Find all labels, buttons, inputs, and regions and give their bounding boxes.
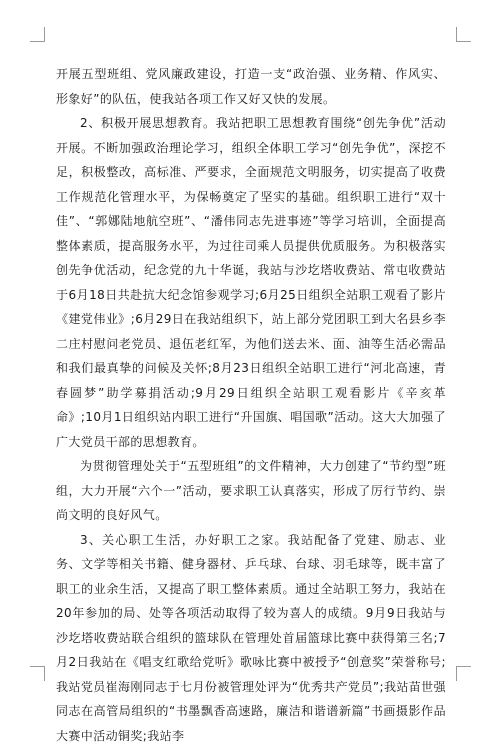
paragraph-ideological-education: 2、积极开展思想教育。我站把职工思想教育围绕“创先争优”活动开展。不断加强政治理论学习，组织全体职工学习“创先争优”，深挖不足，积极整改，高标准、严要求，全面规范文明服务，切实提高了收费工作规范化管理水平，为保畅奠定了坚实的基础。组织职工进行“双十佳”、“郭娜陆地航空班”、“潘伟同志先进事迹”等学习培训，全面提高整体素质，提高服务水平，为过往司乘人员提供优质服务。为积极落实创先争优活动，纪念党的九十华诞，我站与沙圪塔收费站、常屯收费站于6月18日共赴抗大纪念馆参观学习;6月25日组织全站职工观看了影片《建党伟业》;6月29日在我站组织下，站上部分党团职工到大名县乡李二庄村慰问老党员、退伍老红军，为他们送去米、面、油等生活必需品和我们最真挚的问候及关怀;8月23日组织全站职工进行“河北高速，青春圆梦”助学募捐活动;9月29日组织全站职工观看影片《辛亥革命》;10月1日组织站内职工进行“升国旗、唱国歌”活动。这大大加强了广大党员干部的思想教育。	[56, 111, 446, 454]
crop-mark-top-left	[30, 27, 45, 42]
document-body	[56, 62, 446, 748]
crop-mark-bottom-right	[456, 666, 471, 681]
paragraph-staff-life: 3、关心职工生活，办好职工之家。我站配备了党建、励志、业务、文学等相关书籍、健身器材、乒乓球、台球、羽毛球等，既丰富了职工的业余生活，又提高了职工整体素质。通过全站职工努力，我站在20年参加的局、处等各项活动取得了较为喜人的成绩。9月9日我站与沙圪塔收费站联合组织的篮球队在管理处首届篮球比赛中获得第三名;7月2日我站在《唱支红歌给党听》歌咏比赛中被授予“创意奖”荣誉称号;我站党员崔海刚同志于七月份被管理处评为“优秀共产党员”;我站苗世强同志在高管局组织的“书墨飘香高速路，廉洁和谐谱新篇”书画摄影作品大赛中活动铜奖;我站李	[56, 528, 446, 748]
crop-mark-top-right	[456, 27, 471, 42]
paragraph-continuation: 开展五型班组、党风廉政建设，打造一支“政治强、业务精、作风实、形象好”的队伍，使我站各项工作又好又快的发展。	[56, 62, 446, 111]
paragraph-five-type-team: 为贯彻管理处关于“五型班组”的文件精神，大力创建了“节约型”班组，大力开展“六个一”活动，要求职工认真落实，形成了厉行节约、崇尚文明的良好风气。	[56, 454, 446, 528]
crop-mark-bottom-left	[30, 666, 45, 681]
